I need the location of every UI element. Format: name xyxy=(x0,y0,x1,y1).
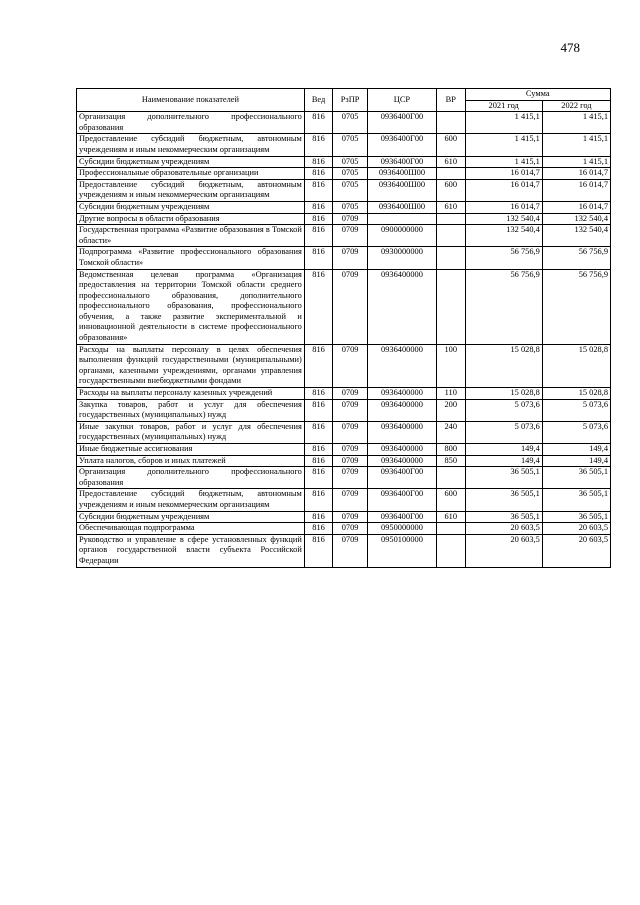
header-name: Наименование показателей xyxy=(77,89,305,112)
cell-rzpr: 0709 xyxy=(333,489,368,511)
cell-name: Ведомственная целевая программа «Организация предоставления на территории Томской области среднего профессионального образования, дополнительного профессионального образования, профессионального обучения, а также развитие экспериментальной и инновационной деятельности в системе профессионального образования» xyxy=(77,269,305,344)
cell-name: Расходы на выплаты персоналу в целях обеспечения выполнения функций государственными (муниципальными) органами, казенными учреждениями, органами управления государственными внебюджетными фондами xyxy=(77,344,305,387)
table-row xyxy=(77,168,611,180)
cell-ved: 816 xyxy=(304,134,332,156)
cell-csr: 0936400000 xyxy=(367,269,436,344)
cell-csr: 0936400000 xyxy=(367,388,436,400)
cell-vr: 610 xyxy=(437,201,465,213)
table-row xyxy=(77,388,611,400)
cell-vr: 610 xyxy=(437,156,465,168)
cell-sum-2021: 16 014,7 xyxy=(465,201,542,213)
cell-rzpr: 0705 xyxy=(333,201,368,213)
cell-name: Закупка товаров, работ и услуг для обеспечения государственных (муниципальных) нужд xyxy=(77,399,305,421)
cell-name: Субсидии бюджетным учреждениям xyxy=(77,201,305,213)
cell-sum-2022: 149,4 xyxy=(542,444,610,456)
cell-sum-2021: 20 603,5 xyxy=(465,523,542,535)
cell-vr xyxy=(437,523,465,535)
cell-name: Предоставление субсидий бюджетным, автономным учреждениям и иным некоммерческим организациям xyxy=(77,134,305,156)
table-row xyxy=(77,444,611,456)
cell-csr: 0936400Г00 xyxy=(367,489,436,511)
cell-sum-2021: 5 073,6 xyxy=(465,421,542,443)
cell-sum-2021: 1 415,1 xyxy=(465,134,542,156)
cell-vr: 200 xyxy=(437,399,465,421)
cell-csr: 0950000000 xyxy=(367,523,436,535)
cell-rzpr: 0709 xyxy=(333,399,368,421)
cell-sum-2022: 56 756,9 xyxy=(542,247,610,269)
cell-rzpr: 0705 xyxy=(333,156,368,168)
cell-ved: 816 xyxy=(304,168,332,180)
cell-csr: 0936400Г00 xyxy=(367,467,436,489)
cell-ved: 816 xyxy=(304,421,332,443)
cell-sum-2022: 20 603,5 xyxy=(542,523,610,535)
cell-vr: 850 xyxy=(437,455,465,467)
cell-csr: 0900000000 xyxy=(367,225,436,247)
cell-name: Уплата налогов, сборов и иных платежей xyxy=(77,455,305,467)
cell-sum-2022: 1 415,1 xyxy=(542,134,610,156)
cell-rzpr: 0709 xyxy=(333,269,368,344)
cell-sum-2021: 132 540,4 xyxy=(465,213,542,225)
cell-rzpr: 0709 xyxy=(333,421,368,443)
cell-ved: 816 xyxy=(304,455,332,467)
cell-sum-2022: 16 014,7 xyxy=(542,168,610,180)
cell-rzpr: 0705 xyxy=(333,168,368,180)
cell-csr: 0936400000 xyxy=(367,344,436,387)
cell-sum-2021: 1 415,1 xyxy=(465,112,542,134)
cell-csr: 0936400000 xyxy=(367,399,436,421)
cell-csr: 0936400000 xyxy=(367,421,436,443)
cell-sum-2022: 15 028,8 xyxy=(542,344,610,387)
cell-sum-2021: 56 756,9 xyxy=(465,269,542,344)
cell-sum-2021: 16 014,7 xyxy=(465,168,542,180)
table-row xyxy=(77,213,611,225)
cell-sum-2022: 5 073,6 xyxy=(542,421,610,443)
cell-name: Иные бюджетные ассигнования xyxy=(77,444,305,456)
table-row xyxy=(77,421,611,443)
cell-sum-2021: 16 014,7 xyxy=(465,179,542,201)
cell-sum-2022: 36 505,1 xyxy=(542,511,610,523)
cell-rzpr: 0705 xyxy=(333,134,368,156)
table-row xyxy=(77,156,611,168)
cell-sum-2022: 15 028,8 xyxy=(542,388,610,400)
table-row xyxy=(77,201,611,213)
cell-sum-2021: 149,4 xyxy=(465,455,542,467)
cell-sum-2021: 36 505,1 xyxy=(465,467,542,489)
cell-ved: 816 xyxy=(304,344,332,387)
table-row xyxy=(77,225,611,247)
cell-name: Руководство и управление в сфере установленных функций органов государственной власти субъекта Российской Федерации xyxy=(77,534,305,567)
cell-vr: 100 xyxy=(437,344,465,387)
cell-rzpr: 0709 xyxy=(333,213,368,225)
cell-sum-2021: 15 028,8 xyxy=(465,388,542,400)
cell-name: Другие вопросы в области образования xyxy=(77,213,305,225)
header-csr: ЦСР xyxy=(367,89,436,112)
table-row xyxy=(77,399,611,421)
cell-csr: 0936400Г00 xyxy=(367,156,436,168)
cell-rzpr: 0709 xyxy=(333,523,368,535)
table-row xyxy=(77,247,611,269)
cell-rzpr: 0709 xyxy=(333,388,368,400)
cell-name: Обеспечивающая подпрограмма xyxy=(77,523,305,535)
header-year-2022: 2022 год xyxy=(542,100,610,112)
cell-sum-2022: 16 014,7 xyxy=(542,201,610,213)
cell-ved: 816 xyxy=(304,399,332,421)
table-row xyxy=(77,269,611,344)
cell-vr: 110 xyxy=(437,388,465,400)
cell-csr: 0930000000 xyxy=(367,247,436,269)
cell-csr: 0936400Г00 xyxy=(367,134,436,156)
cell-ved: 816 xyxy=(304,523,332,535)
cell-csr: 0936400Г00 xyxy=(367,511,436,523)
cell-csr: 0936400Г00 xyxy=(367,112,436,134)
cell-vr: 800 xyxy=(437,444,465,456)
cell-name: Субсидии бюджетным учреждениям xyxy=(77,156,305,168)
table-row xyxy=(77,179,611,201)
cell-vr: 600 xyxy=(437,134,465,156)
cell-name: Расходы на выплаты персоналу казенных учреждений xyxy=(77,388,305,400)
table-row xyxy=(77,134,611,156)
cell-rzpr: 0709 xyxy=(333,247,368,269)
page-number: 478 xyxy=(560,40,580,55)
cell-ved: 816 xyxy=(304,213,332,225)
cell-name: Профессиональные образовательные организации xyxy=(77,168,305,180)
cell-csr xyxy=(367,213,436,225)
cell-rzpr: 0705 xyxy=(333,179,368,201)
cell-sum-2021: 20 603,5 xyxy=(465,534,542,567)
cell-rzpr: 0709 xyxy=(333,467,368,489)
cell-ved: 816 xyxy=(304,225,332,247)
cell-vr xyxy=(437,534,465,567)
cell-rzpr: 0709 xyxy=(333,225,368,247)
cell-ved: 816 xyxy=(304,156,332,168)
cell-ved: 816 xyxy=(304,112,332,134)
cell-vr: 600 xyxy=(437,179,465,201)
cell-name: Организация дополнительного профессионального образования xyxy=(77,467,305,489)
cell-sum-2022: 36 505,1 xyxy=(542,489,610,511)
cell-vr xyxy=(437,247,465,269)
cell-ved: 816 xyxy=(304,444,332,456)
cell-vr xyxy=(437,467,465,489)
cell-name: Организация дополнительного профессионального образования xyxy=(77,112,305,134)
cell-sum-2022: 56 756,9 xyxy=(542,269,610,344)
cell-sum-2021: 36 505,1 xyxy=(465,489,542,511)
cell-ved: 816 xyxy=(304,467,332,489)
table-row xyxy=(77,489,611,511)
cell-sum-2022: 149,4 xyxy=(542,455,610,467)
cell-sum-2021: 56 756,9 xyxy=(465,247,542,269)
cell-sum-2022: 132 540,4 xyxy=(542,213,610,225)
cell-csr: 0936400Ш00 xyxy=(367,201,436,213)
budget-table xyxy=(76,88,611,568)
table-row xyxy=(77,467,611,489)
table-row xyxy=(77,455,611,467)
table-header xyxy=(77,89,611,112)
cell-vr: 240 xyxy=(437,421,465,443)
cell-sum-2022: 16 014,7 xyxy=(542,179,610,201)
cell-vr xyxy=(437,168,465,180)
cell-name: Предоставление субсидий бюджетным, автономным учреждениям и иным некоммерческим организациям xyxy=(77,179,305,201)
cell-sum-2021: 1 415,1 xyxy=(465,156,542,168)
cell-ved: 816 xyxy=(304,179,332,201)
cell-vr: 610 xyxy=(437,511,465,523)
cell-sum-2022: 1 415,1 xyxy=(542,112,610,134)
cell-csr: 0936400Ш00 xyxy=(367,179,436,201)
cell-sum-2022: 5 073,6 xyxy=(542,399,610,421)
cell-rzpr: 0709 xyxy=(333,444,368,456)
cell-rzpr: 0709 xyxy=(333,455,368,467)
cell-vr xyxy=(437,213,465,225)
table-row xyxy=(77,344,611,387)
cell-vr xyxy=(437,225,465,247)
header-vr: ВР xyxy=(437,89,465,112)
cell-name: Субсидии бюджетным учреждениям xyxy=(77,511,305,523)
cell-csr: 0950100000 xyxy=(367,534,436,567)
cell-name: Государственная программа «Развитие образования в Томской области» xyxy=(77,225,305,247)
cell-sum-2022: 20 603,5 xyxy=(542,534,610,567)
table-row xyxy=(77,112,611,134)
cell-sum-2022: 36 505,1 xyxy=(542,467,610,489)
cell-ved: 816 xyxy=(304,534,332,567)
cell-name: Подпрограмма «Развитие профессионального образования Томской области» xyxy=(77,247,305,269)
cell-sum-2021: 36 505,1 xyxy=(465,511,542,523)
cell-vr xyxy=(437,112,465,134)
table-row xyxy=(77,511,611,523)
cell-rzpr: 0709 xyxy=(333,344,368,387)
cell-rzpr: 0709 xyxy=(333,511,368,523)
cell-ved: 816 xyxy=(304,269,332,344)
cell-csr: 0936400000 xyxy=(367,455,436,467)
table-body xyxy=(77,112,611,567)
header-year-2021: 2021 год xyxy=(465,100,542,112)
cell-ved: 816 xyxy=(304,489,332,511)
cell-ved: 816 xyxy=(304,388,332,400)
cell-rzpr: 0709 xyxy=(333,534,368,567)
cell-vr: 600 xyxy=(437,489,465,511)
cell-rzpr: 0705 xyxy=(333,112,368,134)
header-sum: Сумма xyxy=(465,89,611,101)
table-row xyxy=(77,523,611,535)
table-row xyxy=(77,534,611,567)
header-rzpr: РзПР xyxy=(333,89,368,112)
header-ved: Вед xyxy=(304,89,332,112)
cell-ved: 816 xyxy=(304,511,332,523)
cell-ved: 816 xyxy=(304,201,332,213)
cell-vr xyxy=(437,269,465,344)
cell-sum-2021: 5 073,6 xyxy=(465,399,542,421)
cell-name: Предоставление субсидий бюджетным, автономным учреждениям и иным некоммерческим организациям xyxy=(77,489,305,511)
cell-sum-2021: 132 540,4 xyxy=(465,225,542,247)
cell-sum-2022: 132 540,4 xyxy=(542,225,610,247)
cell-csr: 0936400000 xyxy=(367,444,436,456)
cell-ved: 816 xyxy=(304,247,332,269)
cell-sum-2022: 1 415,1 xyxy=(542,156,610,168)
cell-name: Иные закупки товаров, работ и услуг для обеспечения государственных (муниципальных) нужд xyxy=(77,421,305,443)
cell-csr: 0936400Ш00 xyxy=(367,168,436,180)
cell-sum-2021: 149,4 xyxy=(465,444,542,456)
cell-sum-2021: 15 028,8 xyxy=(465,344,542,387)
